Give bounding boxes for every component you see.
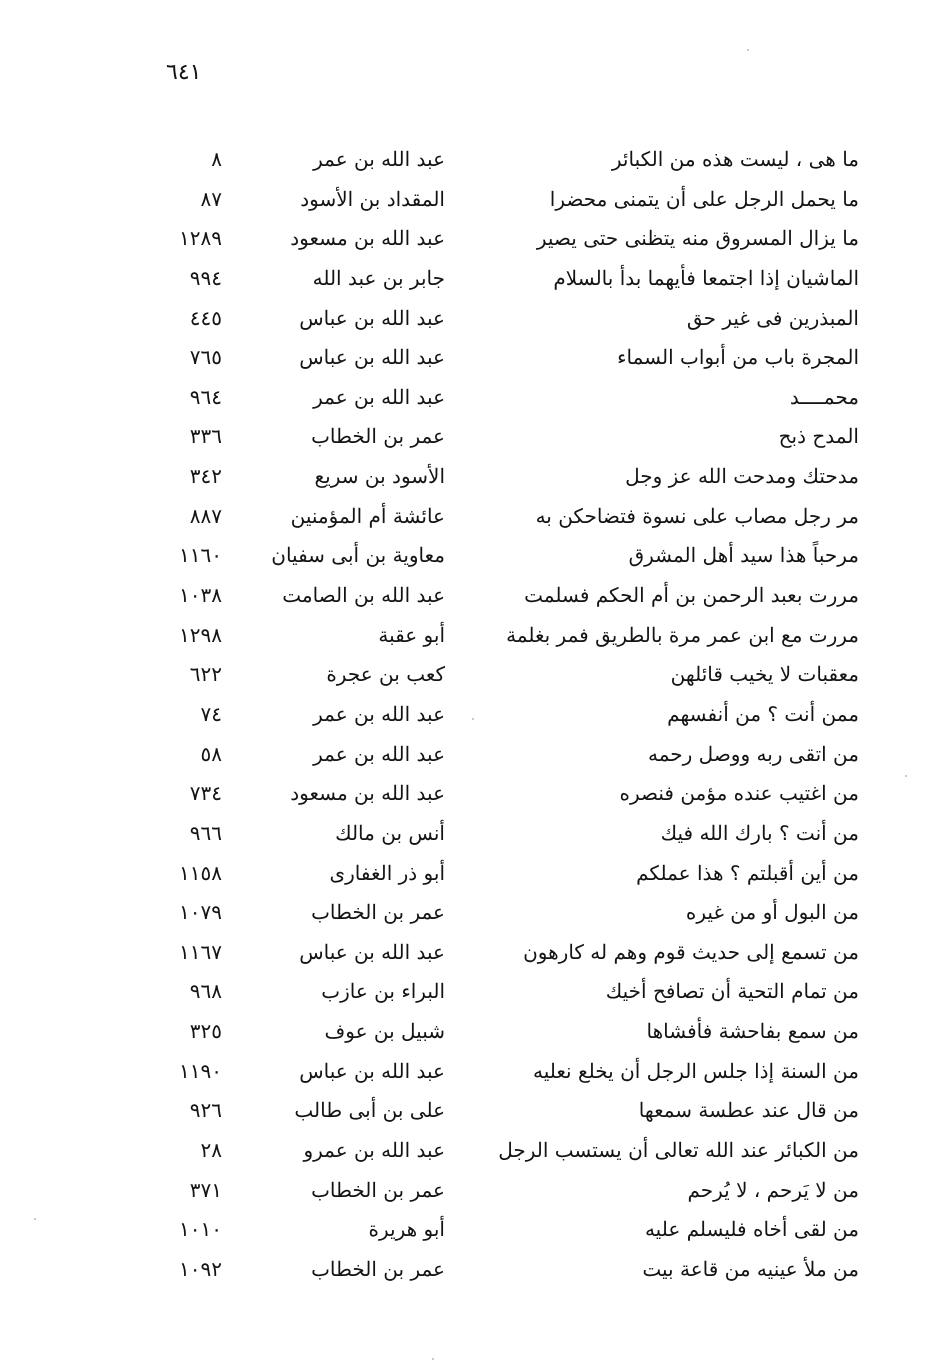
hadith-text: المجرة باب من أبواب السماء [617, 345, 859, 370]
index-row [0, 378, 950, 418]
narrator-name: عبد الله بن مسعود [290, 226, 445, 251]
hadith-number: ٤٤٥ [189, 305, 222, 330]
index-row [0, 616, 950, 656]
index-row [0, 893, 950, 933]
hadith-text: من لا يَرحم ، لا يُرحم [687, 1177, 859, 1202]
hadith-text: من قال عند عطسة سمعها [638, 1098, 859, 1123]
narrator-name: عائشة أم المؤمنين [290, 503, 445, 528]
narrator-name: عبد الله بن عمر [313, 384, 445, 409]
hadith-number: ٣٣٦ [189, 424, 222, 449]
hadith-text: من تسمع إلى حديث قوم وهم له كارهون [523, 939, 859, 964]
narrator-name: عمر بن الخطاب [311, 1177, 445, 1202]
narrator-name: معاوية بن أبى سفيان [271, 543, 445, 568]
hadith-text: من اتقى ربه ووصل رحمه [648, 741, 859, 766]
hadith-text: مدحتك ومدحت الله عز وجل [625, 464, 859, 489]
narrator-name: عبد الله بن عمر [313, 741, 445, 766]
narrator-name: عبد الله بن عباس [299, 305, 445, 330]
narrator-name: أبو ذر الغفارى [329, 860, 445, 885]
hadith-number: ٧٤ [200, 701, 222, 726]
index-row [0, 259, 950, 299]
hadith-number: ١١٩٠ [179, 1058, 222, 1083]
hadith-text: مررت بعبد الرحمن بن أم الحكم فسلمت [524, 583, 859, 608]
index-row [0, 814, 950, 854]
hadith-index-table [0, 140, 950, 1290]
narrator-name: على بن أبى طالب [294, 1098, 445, 1123]
index-row [0, 1052, 950, 1092]
index-row [0, 1210, 950, 1250]
hadith-number: ٦٢٢ [189, 662, 222, 687]
hadith-text: محمــــد [789, 384, 859, 409]
hadith-text: من البول أو من غيره [685, 900, 859, 925]
narrator-name: عمر بن الخطاب [311, 1256, 445, 1281]
hadith-text: من أين أقبلتم ؟ هذا عملكم [636, 860, 859, 885]
hadith-number: ٨ [211, 147, 222, 171]
hadith-number: ١٢٩٨ [179, 622, 222, 647]
hadith-text: من سمع بفاحشة فأفشاها [646, 1019, 859, 1044]
page-number: ٦٤١ [166, 60, 202, 85]
narrator-name: المقداد بن الأسود [300, 186, 445, 211]
index-row [0, 655, 950, 695]
hadith-text: من الكبائر عند الله تعالى أن يستسب الرجل [498, 1138, 859, 1163]
hadith-text: مرحباً هذا سيد أهل المشرق [628, 543, 859, 568]
index-row [0, 219, 950, 259]
narrator-name: عبد الله بن عباس [299, 939, 445, 964]
narrator-name: شبيل بن عوف [324, 1019, 445, 1044]
narrator-name: الأسود بن سريع [314, 464, 445, 489]
hadith-text: الماشيان إذا اجتمعا فأيهما بدأ بالسلام [553, 265, 859, 290]
index-row [0, 933, 950, 973]
hadith-text: مررت مع ابن عمر مرة بالطريق فمر بغلمة [506, 622, 859, 647]
hadith-number: ٣٧١ [189, 1177, 222, 1202]
hadith-text: ما يزال المسروق منه يتظنى حتى يصير [536, 226, 859, 251]
hadith-number: ٩٦٦ [189, 820, 222, 845]
hadith-number: ١٠٩٢ [179, 1256, 222, 1281]
narrator-name: كعب بن عجرة [326, 662, 445, 687]
paper-speck [747, 49, 749, 51]
hadith-text: من السنة إذا جلس الرجل أن يخلع نعليه [533, 1058, 859, 1083]
paper-speck [905, 775, 907, 777]
hadith-number: ٣٢٥ [189, 1019, 222, 1044]
index-row [0, 536, 950, 576]
hadith-text: المبذرين فى غير حق [686, 305, 859, 330]
hadith-text: المدح ذبح [778, 424, 859, 449]
hadith-number: ٨٧ [200, 186, 222, 211]
index-row [0, 774, 950, 814]
index-row [0, 338, 950, 378]
paper-speck [472, 718, 474, 720]
narrator-name: جابر بن عبد الله [312, 265, 445, 290]
hadith-text: من ملأ عينيه من قاعة بيت [642, 1256, 859, 1281]
hadith-number: ٩٦٨ [189, 979, 222, 1004]
hadith-text: من أنت ؟ بارك الله فيك [660, 820, 859, 845]
narrator-name: عبد الله بن عباس [299, 1058, 445, 1083]
hadith-number: ١١٥٨ [179, 860, 222, 885]
hadith-number: ٧٦٥ [189, 345, 222, 370]
hadith-number: ١١٦٧ [179, 939, 222, 964]
index-row [0, 457, 950, 497]
narrator-name: عمر بن الخطاب [311, 900, 445, 925]
narrator-name: أبو عقبة [378, 622, 445, 647]
hadith-number: ١٢٨٩ [179, 226, 222, 251]
hadith-text: من اغتيب عنده مؤمن فنصره [619, 781, 859, 806]
narrator-name: عمر بن الخطاب [311, 424, 445, 449]
hadith-number: ٣٤٢ [189, 464, 222, 489]
index-row [0, 1250, 950, 1290]
index-row [0, 735, 950, 775]
narrator-name: عبد الله بن الصامت [282, 583, 445, 608]
narrator-name: أبو هريرة [368, 1217, 445, 1242]
hadith-number: ١٠١٠ [179, 1217, 222, 1242]
hadith-number: ٩٢٦ [189, 1098, 222, 1123]
index-row [0, 972, 950, 1012]
hadith-text: من تمام التحية أن تصافح أخيك [605, 979, 859, 1004]
index-row [0, 854, 950, 894]
paper-speck [432, 1358, 434, 1360]
hadith-number: ٩٩٤ [189, 265, 222, 290]
narrator-name: عبد الله بن عمر [313, 701, 445, 726]
paper-speck [34, 1218, 36, 1220]
hadith-text: ما هى ، ليست هذه من الكبائر [611, 147, 859, 171]
narrator-name: أنس بن مالك [335, 820, 445, 845]
index-row [0, 1012, 950, 1052]
hadith-number: ٥٨ [200, 741, 222, 766]
hadith-number: ٩٦٤ [189, 384, 222, 409]
hadith-number: ٧٣٤ [189, 781, 222, 806]
index-row [0, 1131, 950, 1171]
hadith-number: ٢٨ [200, 1138, 222, 1163]
index-row [0, 417, 950, 457]
hadith-number: ٨٨٧ [189, 503, 222, 528]
narrator-name: البراء بن عازب [321, 979, 445, 1004]
index-row [0, 140, 950, 180]
hadith-text: من لقى أخاه فليسلم عليه [644, 1217, 859, 1242]
index-row [0, 497, 950, 537]
hadith-number: ١٠٣٨ [179, 583, 222, 608]
index-row [0, 576, 950, 616]
hadith-text: ممن أنت ؟ من أنفسهم [667, 701, 859, 726]
index-row [0, 1091, 950, 1131]
narrator-name: عبد الله بن عباس [299, 345, 445, 370]
hadith-text: ما يحمل الرجل على أن يتمنى محضرا [549, 186, 859, 211]
index-row [0, 695, 950, 735]
narrator-name: عبد الله بن عمرو [303, 1138, 445, 1163]
hadith-number: ١١٦٠ [179, 543, 222, 568]
narrator-name: عبد الله بن عمر [313, 147, 445, 171]
hadith-text: معقبات لا يخيب قائلهن [670, 662, 859, 687]
hadith-number: ١٠٧٩ [179, 900, 222, 925]
index-row [0, 1171, 950, 1211]
index-row [0, 299, 950, 339]
index-row [0, 180, 950, 220]
hadith-text: مر رجل مصاب على نسوة فتضاحكن به [535, 503, 859, 528]
narrator-name: عبد الله بن مسعود [290, 781, 445, 806]
